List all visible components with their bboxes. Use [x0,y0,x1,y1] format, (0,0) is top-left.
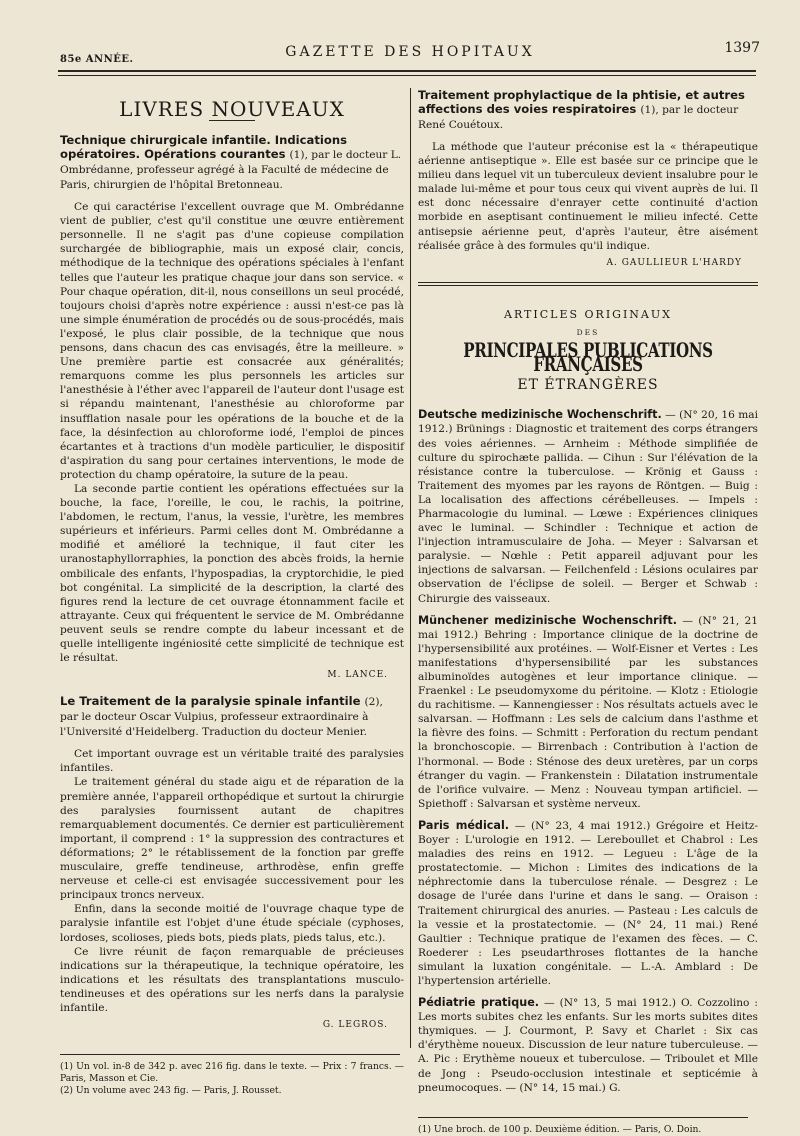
articles-originaux-heading: ARTICLES ORIGINAUX [504,307,672,321]
article-paragraph: Ce qui caractérise l'excellent ouvrage que M. Ombrédanne vient de publier, c'est qu'il constitue une œuvre entièrement personnelle. Il ne s'agit pas d'une copieuse compilation surchargée de bibliographie, mais un exposé clair, concis, méthodique de la technique des opérations spéciales à l'enfant telles que l'auteur les pratique chaque jour dans son service. « Pour chaque opération, dit-il, nous conseillons un seul procédé, toujours choisi d'après notre expérience : aussi n'est-ce pas là une simple énumération de procédés ou de sous-procédés, mais l'exposé, le plus clair possible, de la technique que nous pensons, dans chacun des cas envisagés, être la meilleure. » Une première partie est consacrée aux généralités; remarquons comme les plus personnels les articles sur l'anesthésie à l'éther avec l'appareil de l'auteur dont l'usage est si répandu maintenant, l'anesthésie au chloroforme par insufflation nasale pour les opérations de la bouche et de la face, la désinfection au chloroforme iodé, l'emploi de pinces écartantes et à tractions d'un modèle particulier, le dispositif d'aspiration du sang pour certaines interventions, le mode de protection du champ opératoire, la suture de la peau. [60,201,404,481]
article-byline: , par le docteur Oscar Vulpius, professeur extraordinaire à l'Université d'Heidelberg. Traduction du docteur Menier. [60,696,383,739]
article-title: Traitement prophylactique de la phtisie, et autres affections des voies respiratoires [418,88,745,116]
footnote-ref: (1) [289,149,305,162]
footnote: (1) Un vol. in-8 de 342 p. avec 216 fig. dans le texte. — Prix : 7 francs. — Paris, Masson et Cie. [60,1061,404,1085]
section-rule-bottom [418,285,758,286]
page-header [60,40,760,70]
column-divider [410,88,411,1048]
article-signature: M. LANCE. [327,670,388,681]
etrangeres-heading: ET ÉTRANGÈRES [517,377,659,394]
footnote-rule [418,1117,748,1118]
review-journal: Deutsche medizinische Wochenschrift. [418,408,662,422]
section-title: LIVRES NOUVEAUX [119,97,345,121]
article-paragraph: La méthode que l'auteur préconise est la « thérapeutique aérienne antiseptique ». Elle est basée sur ce principe que le milieu dans lequel vit un tuberculeux devient insalubre pour le malade lui-même et pour tous ceux qui vivent auprès de lui. Il est donc nécessaire d'enrayer cette continuité d'action morbide en aseptisant continuement le milieu infecté. Cette antisepsie aérienne peut, d'après l'auteur, être aisément réalisée grâce à des formules qu'il indique. [418,141,758,252]
article-paragraph: La seconde partie contient les opérations effectuées sur la bouche, la face, l'oreille, le cou, le rachis, la poitrine, l'abdomen, le rectum, l'anus, la vessie, l'urètre, les membres supérieurs et inférieurs. Parmi celles dont M. Ombrédanne a modifié et amélioré la technique, il faut citer les uranostaphyllorraphies, la ponction des abcès froids, la hernie ombilicale des enfants, l'hypospadias, la cryptorchidie, le pied bot congénital. La simplicité de la description, la clarté des figures rend la lecture de cet ouvrage étonnamment facile et attrayante. Ceux qui fréquentent le service de M. Ombrédanne peuvent seuls se rendre compte du labeur incessant et de quelle intelligente ingéniosité cette simplicité de technique est le résultat. [60,482,404,665]
left-column [60,88,404,1097]
article-paragraph: Ce livre réunit de façon remarquable de précieuses indications sur la thérapeutique, la technique opératoire, les indications et les résultats des transplantations musculo-tendineuses et des opérations sur les nerfs dans la paralysie infantile. [60,945,404,1014]
footnote-rule [60,1054,400,1055]
article-paragraph: Cet important ouvrage est un véritable traité des paralysies infantiles. [60,748,404,775]
review-entry [418,614,758,811]
article-couetoux [418,88,758,270]
review-text: — (N° 13, 5 mai 1912.) O. Cozzolino : Les morts subites chez les enfants. Sur les morts subites dites thymiques. — J. Courmont, P. Savy et Charlet : Six cas d'érythème noueux. Discussion de leur nature tuberculeuse. — A. Pic : Erythème noueux et tuberculose. — Triboulet et Mlle de Jong : Pseudo-occlusion intestinale et septicémie à pneumocoques. — (N° 14, 15 mai.) G. [418,997,758,1094]
article-byline: , par le docteur L. Ombrédanne, professeur agrégé à la Faculté de médecine de Paris, chirurgien de l'hôpital Bretonneau. [60,149,402,192]
article-heading [60,694,404,739]
article-signature: G. LEGROS. [322,1020,388,1031]
review-entry [418,819,758,988]
review-entry [418,996,758,1095]
footnote: (2) Un volume avec 243 fig. — Paris, J. Rousset. [60,1085,282,1097]
des-label: DES [576,327,600,337]
footnote-ref: (2) [364,696,380,709]
article-ombredanne [60,133,404,682]
section-rule-top [418,282,758,283]
year-label: 85e ANNÉE. [60,54,134,65]
article-heading [60,133,404,192]
review-entry [418,408,758,605]
footnote: (1) Une broch. de 100 p. Deuxième édition. — Paris, O. Doin. [418,1123,702,1135]
article-paragraph: Le traitement général du stade aigu et de réparation de la première année, l'appareil orthopédique et surtout la chirurgie des paralysies fournissent autant de chapitres remarquablement documentés. Ce dernier est particulièrement important, il comprend : 1° la suppression des contractures et déformations; 2° le rétablissement de la fonction par greffe musculaire, greffe tendineuse, arthrodèse, enfin greffe nerveuse et celle-ci est envisagée successivement pour les principaux troncs nerveux. [60,776,404,902]
review-journal: Pédiatrie pratique. [418,996,540,1010]
article-title: Technique chirurgicale infantile. Indications opératoires. Opérations courantes [60,133,347,162]
footnote-ref: (1) [640,104,656,116]
article-signature: A. GAULLIEUR L'HARDY [606,257,742,268]
review-text: — (N° 23, 4 mai 1912.) Grégoire et Heitz-Boyer : L'urologie en 1912. — Lereboullet et Chabrol : Les maladies des reins en 1912. — Legueu : L'âge de la prostatectomie. — Michon : Limites des indications de la néphrectomie dans la tuberculose rénale. — Desgrez : Le dosage de l'urée dans l'urine et dans le sang. — Oraison : Traitement chirurgical des anuries. — Pasteau : Les calculs de la vessie et la prostatectomie. — (N° 24, 11 mai.) René Gaultier : Technique pratique de l'examen des fèces. — C. Roederer : Les pseudarthroses flottantes de la hanche simulant la luxation congénitale. — L.-A. Amblard : De l'hypertension artérielle. [418,819,758,987]
header-rule-bottom [58,75,756,76]
principales-heading: PRINCIPALES PUBLICATIONS FRANÇAISES [463,339,713,377]
journal-title: GAZETTE DES HOPITAUX [285,44,535,60]
review-text: — (N° 21, 21 mai 1912.) Behring : Importance clinique de la doctrine de l'hypersensibilité aux protéines. — Wolf-Eisner et Vertes : Les manifestations d'hypersensibilité par les substances albuminoïdes autogènes et leur importance clinique. — Fraenkel : Le pseudomyxome du péritoine. — Klotz : Etiologie du rachitisme. — Kannengiesser : Nos résultats actuels avec le salvarsan. — Hoffmann : Les sels de calcium dans l'asthme et la fièvre des foins. — Schmitt : Perforation du rectum pendant la bronchoscopie. — Birrenbach : Contribution à l'action de l'hormonal. — Bode : Sténose des deux uretères, par un corps étranger du vagin. — Frankenstein : Dilatation instrumentale de l'orifice vulvaire. — Menz : Nouveau tympan artificiel. — Spiethoff : Salvarsan et système nerveux. [418,614,759,810]
right-column [418,88,758,1136]
review-journal: Münchener medizinische Wochenschrift. [418,613,677,627]
review-text: — (N° 20, 16 mai 1912.) Brünings : Diagnostic et traitement des corps étrangers des voies aériennes. — Arnheim : Méthode simplifiée de culture du spirochæte pallida. — Cihun : Sur l'élévation de la résistance contre la tuberculose. — Krönig et Gauss : Traitement des myomes par les rayons de Röntgen. — Buig : La localisation des affections cérébelleuses. — Impels : Pharmacologie du luminal. — Lœwe : Expériences cliniques avec le luminal. — Schindler : Technique et action de l'injection intramusculaire de Joha. — Meyer : Salvarsan et paralysie. — Nœhle : Petit appareil adjuvant pour les injections de salvarsan. — Feilchenfeld : Lésions oculaires par observation de l'éclipse de soleil. — Berger et Schwab : Chirurgie des vaisseaux. [418,409,758,605]
page-number: 1397 [724,40,760,56]
article-vulpius [60,694,404,1032]
article-byline: , par le docteur René Couétoux. [418,104,739,131]
article-title: Le Traitement de la paralysie spinale infantile [60,694,361,709]
review-journal: Paris médical. [418,818,510,832]
article-paragraph: Enfin, dans la seconde moitié de l'ouvrage chaque type de paralysie infantile est l'objet d'une étude spéciale (cyphoses, lordoses, scolioses, pieds bots, pieds plats, pieds talus, etc.). [60,903,404,944]
header-rule-top [58,70,756,72]
article-heading [418,88,758,132]
